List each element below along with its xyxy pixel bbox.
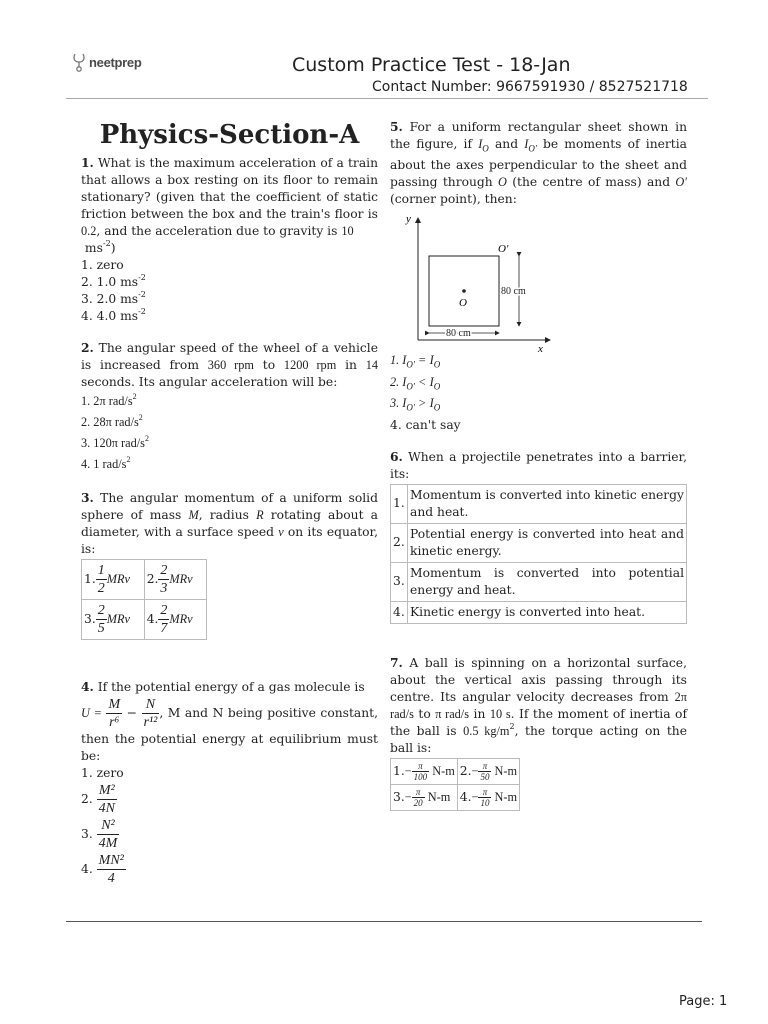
footer-divider bbox=[66, 921, 702, 922]
question-6-stem: 6. When a projectile penetrates into a barrier, its: bbox=[390, 448, 687, 481]
option-3[interactable]: 3. $\frac{2}{5}$ MRv bbox=[82, 600, 145, 640]
height-label: 80 cm bbox=[501, 286, 526, 298]
x-label: x bbox=[538, 343, 543, 353]
question-7-stem: 7. A ball is spinning on a horizontal surface, about the vertical axis passing through its centre. Its angular velocity decreases from 2π rad/s to π rad/s in 10 s. If the moment of inertia of the ball is 0.5 $kg/m^2$, the torque acting on the ball is: bbox=[390, 654, 688, 755]
test-title: Custom Practice Test - 18-Jan bbox=[292, 54, 571, 76]
option-1[interactable]: 1. zero bbox=[81, 766, 124, 780]
question-4-stem: 4. If the potential energy of a gas molecule is U = $\frac{M}{\text{r⁶}}$ − $\frac{N}{\text{r¹²}}$ , M and N being positive constant, then the potential energy at equilibrium must be: bbox=[81, 679, 378, 763]
contact-number: Contact Number: 9667591930 / 8527521718 bbox=[372, 79, 688, 95]
option-3[interactable]: 3.− $\frac{\pi}{20}$ N-m bbox=[391, 784, 458, 810]
option-1[interactable]: 1. $I_{O'} = I_O$ bbox=[390, 353, 441, 370]
option-4[interactable]: 4. can't say bbox=[390, 417, 461, 432]
option-4[interactable]: 4. 1 rad/$s^2$ bbox=[81, 455, 131, 471]
O-label: O bbox=[459, 297, 467, 310]
question-3-stem: 3. The angular momentum of a uniform solid sphere of mass M, radius R rotating about a diameter, with a surface speed v on its equator, is: bbox=[81, 490, 378, 556]
option-3[interactable]: 3. $I_{O'} > I_O$ bbox=[390, 396, 441, 413]
stethoscope-icon bbox=[72, 52, 86, 72]
rectangular-sheet-figure bbox=[400, 212, 560, 352]
centre-point bbox=[462, 290, 466, 294]
option-3[interactable]: 3. 2.0 $ms^{-2}$ bbox=[81, 290, 146, 306]
option-3[interactable]: 3. Momentum is converted into potential energy and heat. bbox=[391, 562, 687, 601]
section-title: Physics-Section-A bbox=[99, 120, 360, 150]
right-column bbox=[390, 118, 687, 825]
option-2[interactable]: 2. 28π rad/$s^2$ bbox=[81, 413, 143, 429]
O-prime-label: O′ bbox=[498, 243, 509, 256]
question-6 bbox=[390, 448, 687, 624]
option-3[interactable]: 3. $\frac{\text{N²}}{4M}$ bbox=[81, 818, 118, 851]
option-2[interactable]: 2. $I_{O'} < I_O$ bbox=[390, 374, 441, 392]
option-1[interactable]: 1. $\frac{1}{2}$ MRv bbox=[82, 560, 145, 600]
width-label: 80 cm bbox=[446, 328, 471, 340]
option-1[interactable]: 1. zero bbox=[81, 258, 124, 272]
question-1-stem: 1. What is the maximum acceleration of a train that allows a box resting on its floor to remain stationary? (given that the coefficient of static friction between the box and the train's floor is 0.2, and the acceleration due to gravity is 10 $ms^{-2}$) bbox=[81, 155, 378, 255]
option-2[interactable]: 2. Potential energy is converted into heat and kinetic energy. bbox=[391, 523, 687, 562]
option-1[interactable]: 1.− $\frac{\pi}{100}$ N-m bbox=[391, 758, 458, 784]
option-2[interactable]: 2. 1.0 $ms^{-2}$ bbox=[81, 273, 146, 289]
options-table bbox=[390, 484, 687, 624]
options-table bbox=[81, 559, 207, 640]
question-7 bbox=[390, 654, 687, 811]
left-column bbox=[81, 118, 378, 901]
option-4[interactable]: 4. 4.0 $ms^{-2}$ bbox=[81, 307, 146, 323]
question-3 bbox=[81, 489, 378, 640]
question-5-stem: 5. For a uniform rectangular sheet shown in the figure, if $I_O$ and $I_{O'}$ be moments of inertia about the axes perpendicular to the sheet and passing through O (the centre of mass) and O′ (corner point), then: bbox=[390, 119, 687, 207]
option-4[interactable]: 4. $\frac{\text{MN²}}{4}$ bbox=[81, 853, 124, 886]
option-3[interactable]: 3. 120π rad/$s^2$ bbox=[81, 434, 149, 450]
options-table bbox=[390, 758, 520, 811]
logo-text: neetprep bbox=[89, 54, 142, 70]
option-2[interactable]: 2. $\frac{2}{3}$ MRv bbox=[144, 560, 207, 600]
option-4[interactable]: 4. Kinetic energy is converted into heat. bbox=[391, 601, 687, 623]
question-4 bbox=[81, 678, 378, 887]
option-1[interactable]: 1. Momentum is converted into kinetic energy and heat. bbox=[391, 484, 687, 523]
header-divider bbox=[66, 98, 708, 99]
neetprep-logo bbox=[72, 52, 142, 72]
question-5 bbox=[390, 118, 687, 434]
option-4[interactable]: 4.− $\frac{\pi}{10}$ N-m bbox=[457, 784, 519, 810]
y-label: y bbox=[406, 213, 411, 226]
question-2-stem: 2. The angular speed of the wheel of a vehicle is increased from 360 rpm to 1200 rpm in 14 seconds. Its angular acceleration will be: bbox=[81, 340, 379, 389]
question-1 bbox=[81, 154, 378, 325]
option-2[interactable]: 2. $\frac{\text{M²}}{4N}$ bbox=[81, 783, 115, 816]
page-number: Page: 1 bbox=[679, 994, 728, 1009]
option-4[interactable]: 4. $\frac{2}{7}$ MRv bbox=[144, 600, 207, 640]
question-2 bbox=[81, 339, 378, 475]
option-1[interactable]: 1. 2π rad/$s^2$ bbox=[81, 392, 137, 408]
option-2[interactable]: 2.− $\frac{\pi}{50}$ N-m bbox=[457, 758, 519, 784]
